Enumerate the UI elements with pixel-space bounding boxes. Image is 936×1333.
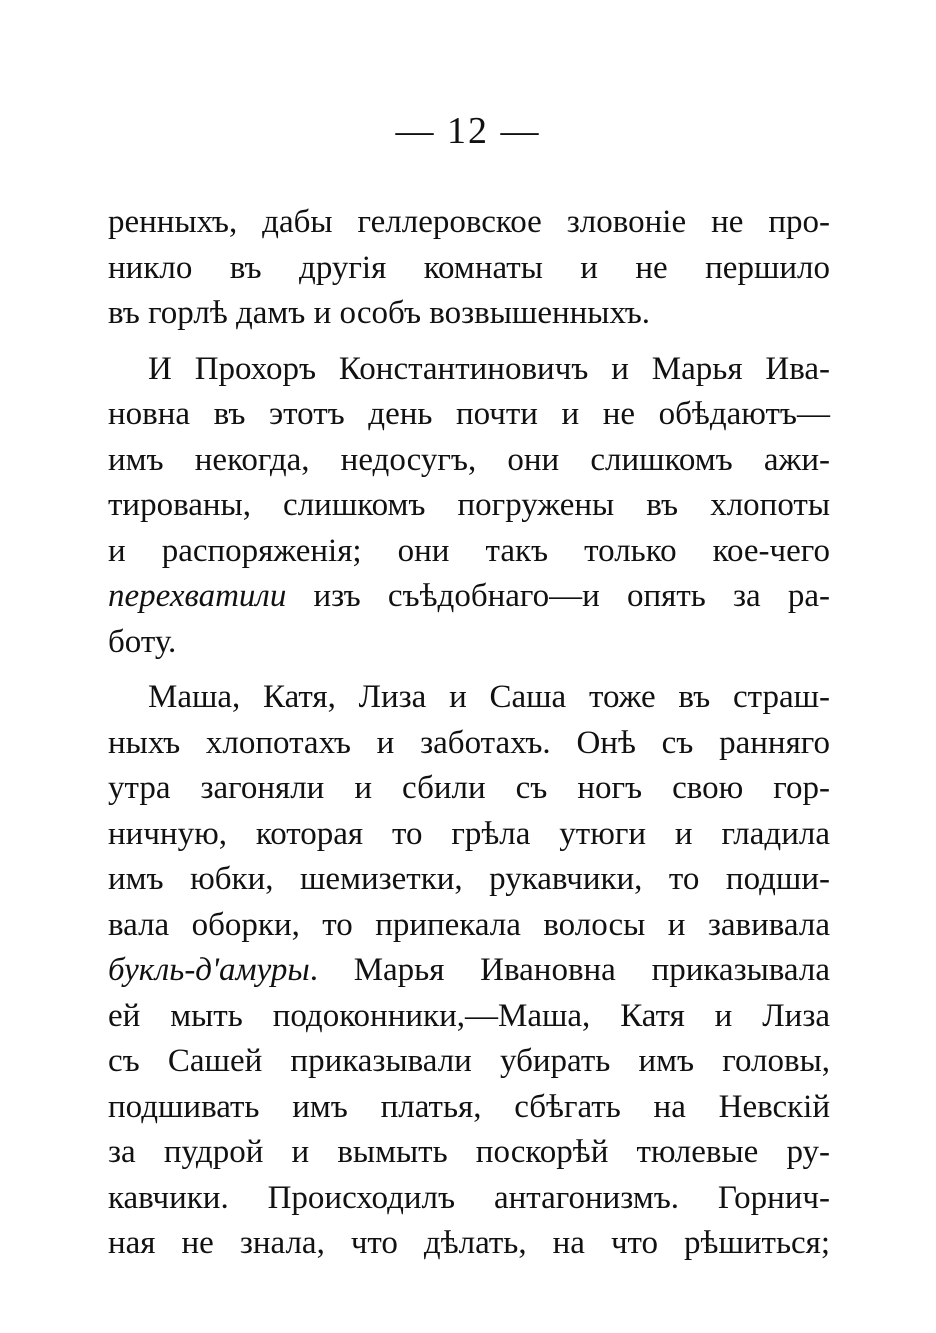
italic-word: перехватили [108,578,287,614]
text-line: утра загоняли и сбили съ ногъ свою гор- [108,770,830,806]
text-line: тированы, слишкомъ погружены въ хлопоты [108,487,830,523]
body-text [108,200,830,1267]
text-line: вала оборки, то припекала волосы и завивала [108,906,830,943]
text-line-mixed [108,948,830,994]
text-fragment: . Марья Ивановна приказывала [309,952,830,988]
text-line: новна въ этотъ день почти и не обѣдаютъ— [108,396,830,432]
paragraph-gap [108,665,830,675]
text-line: ныхъ хлопотахъ и заботахъ. Онѣ съ ранняго [108,724,830,761]
text-line: имъ некогда, недосугъ, они слишкомъ ажи- [108,441,830,478]
text-line-mixed [108,574,830,620]
text-line: Маша, Катя, Лиза и Саша тоже въ страш- [148,679,830,715]
text-line: боту. [108,623,177,660]
text-line: ей мыть подоконники,—Маша, Катя и Лиза [108,997,830,1034]
paragraph-gap [108,337,830,347]
text-line: ничную, которая то грѣла утюги и гладила [108,815,830,852]
text-line: съ Сашей приказывали убирать имъ головы, [108,1043,830,1079]
italic-word: букль-д'амуры [108,952,310,988]
text-line: кавчики. Происходилъ антагонизмъ. Горнич- [108,1179,830,1216]
text-line: И Прохоръ Константиновичъ и Марья Ива- [148,350,830,387]
text-line: въ горлѣ дамъ и особъ возвышенныхъ. [108,295,651,331]
text-fragment: изъ съѣдобнаго—и опять за ра- [286,578,830,614]
page-number-header: — 12 — [395,110,541,152]
text-line: ная не знала, что дѣлать, на что рѣшиться; [108,1225,830,1261]
text-line: никло въ другія комнаты и не першило [108,249,830,286]
text-line: ренныхъ, дабы геллеровское зловоніе не про- [108,204,830,240]
text-line: и распоряженія; они такъ только кое-чего [108,532,830,569]
text-line: за пудрой и вымыть поскорѣй тюлевые ру- [108,1134,830,1170]
text-line: подшивать имъ платья, сбѣгать на Невскій [108,1088,830,1125]
text-line: имъ юбки, шемизетки, рукавчики, то подши- [108,861,830,897]
